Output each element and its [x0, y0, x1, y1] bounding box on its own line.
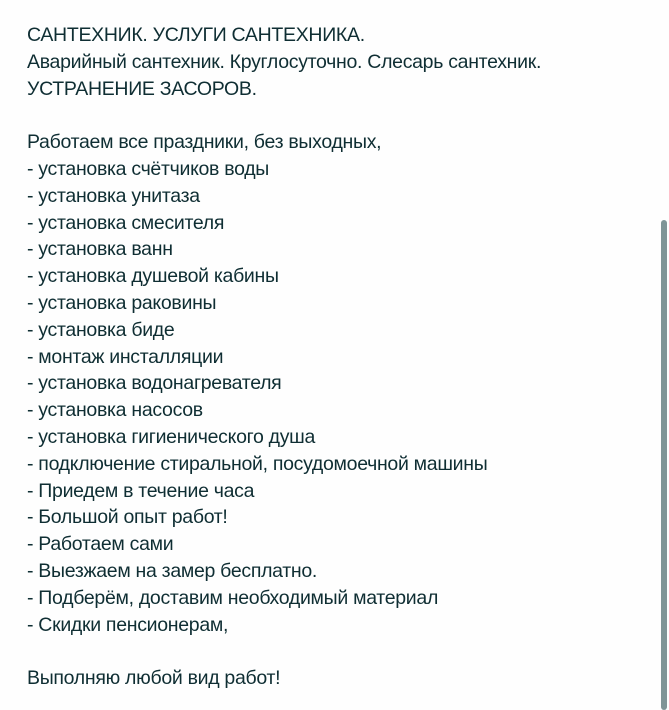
list-item: - установка душевой кабины	[27, 265, 279, 288]
intro-line: Работаем все праздники, без выходных,	[27, 131, 382, 154]
list-item: - установка смесителя	[27, 211, 225, 234]
subtitle-line: Аварийный сантехник. Круглосуточно. Слесарь сантехник.	[27, 50, 542, 73]
list-item: - подключение стиральной, посудомоечной машины	[27, 452, 488, 475]
list-item: - установка раковины	[27, 291, 217, 314]
blank-line	[27, 638, 649, 665]
list-item: - Выезжаем на замер бесплатно.	[27, 559, 318, 582]
list-item: - установка унитаза	[27, 184, 200, 207]
list-item: - Скидки пенсионерам,	[27, 613, 229, 636]
list-item: - Приедем в течение часа	[27, 479, 255, 502]
title-line: САНТЕХНИК. УСЛУГИ САНТЕХНИКА.	[27, 24, 365, 46]
list-item: - Большой опыт работ!	[27, 506, 228, 529]
list-item: - Подберём, доставим необходимый материал	[27, 586, 439, 609]
list-item: - установка водонагревателя	[27, 372, 282, 395]
subtitle-line: УСТРАНЕНИЕ ЗАСОРОВ.	[27, 77, 257, 100]
list-item: - установка ванн	[27, 238, 173, 261]
list-item: - установка насосов	[27, 399, 203, 422]
list-item: - установка счётчиков воды	[27, 157, 269, 180]
list-item: - установка гигиенического душа	[27, 425, 316, 448]
list-item: - установка биде	[27, 318, 175, 341]
services-list	[27, 156, 649, 638]
list-item: - монтаж инсталляции	[27, 345, 224, 368]
list-item: - Работаем сами	[27, 533, 174, 556]
blank-line	[27, 102, 649, 129]
closing-line: Выполняю любой вид работ!	[27, 667, 281, 690]
scrollbar[interactable]	[661, 220, 667, 710]
description-text	[27, 22, 649, 692]
